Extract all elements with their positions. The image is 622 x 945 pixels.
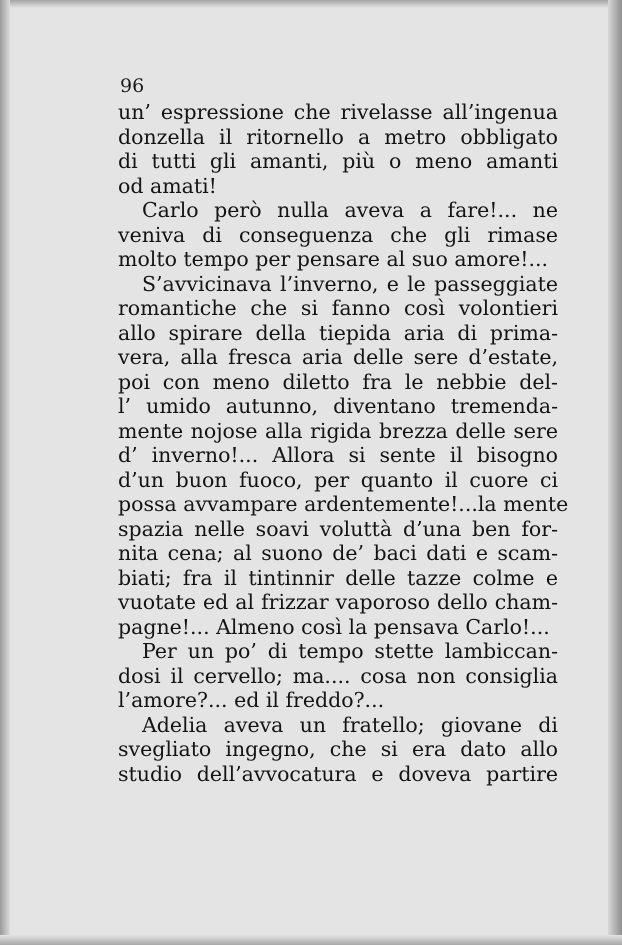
text-line: nita cena; al suono de’ baci dati e scam-: [118, 541, 558, 565]
text-line: un’ espressione che rivelasse all’ingenua: [118, 100, 558, 124]
page-edge-bottom: [0, 935, 622, 945]
text-line: di tutti gli amanti, più o meno amanti: [118, 149, 558, 173]
text-line: veniva di conseguenza che gli rimase: [118, 222, 558, 247]
text-line: studio dell’avvocatura e doveva partire: [118, 761, 558, 786]
text-line: poi con meno diletto fra le nebbie del-: [118, 369, 558, 394]
text-line: d’un buon fuoco, per quanto il cuore ci: [118, 467, 558, 492]
text-line: dosi il cervello; ma.... cosa non consiglia: [118, 663, 558, 688]
text-line: l’amore?... ed il freddo?...: [118, 688, 385, 712]
text-line: spazia nelle soavi voluttà d’una ben for-: [118, 516, 558, 541]
text-line: romantiche che si fanno così volontieri: [118, 296, 558, 320]
text-line: S’avvicinava l’inverno, e le passeggiate: [142, 271, 558, 296]
text-line: biati; fra il tintinnir delle tazze colme e: [118, 565, 558, 590]
text-line: Carlo però nulla aveva a fare!... ne: [142, 198, 558, 222]
text-line: od amati!: [118, 173, 217, 198]
text-line: d’ inverno!... Allora si sente il bisogno: [118, 443, 558, 467]
text-line: Adelia aveva un fratello; giovane di: [142, 712, 558, 737]
text-line: donzella il ritornello a metro obbligato: [118, 124, 558, 149]
text-line: svegliato ingegno, che si era dato allo: [118, 737, 558, 761]
page-edge-left: [0, 0, 10, 945]
text-line: vuotate ed al frizzar vaporoso dello cham-: [118, 590, 558, 614]
text-line: allo spirare della tiepida aria di prima-: [118, 320, 558, 345]
text-line: pagne!... Almeno così la pensava Carlo!...: [118, 614, 550, 639]
body-text: [118, 100, 569, 786]
page-number: 96: [120, 75, 145, 97]
text-line: Per un po’ di tempo stette lambiccan-: [142, 639, 558, 663]
text-line: vera, alla fresca aria delle sere d’estate,: [118, 345, 558, 369]
page-edge-right: [608, 0, 622, 945]
text-line: possa avvampare ardentemente!...la mente: [118, 492, 569, 516]
page-edge-top: [0, 0, 622, 8]
text-line: l’ umido autunno, diventano tremenda-: [118, 394, 558, 418]
text-line: mente nojose alla rigida brezza delle sere: [118, 418, 558, 443]
text-line: molto tempo per pensare al suo amore!...: [118, 247, 549, 271]
